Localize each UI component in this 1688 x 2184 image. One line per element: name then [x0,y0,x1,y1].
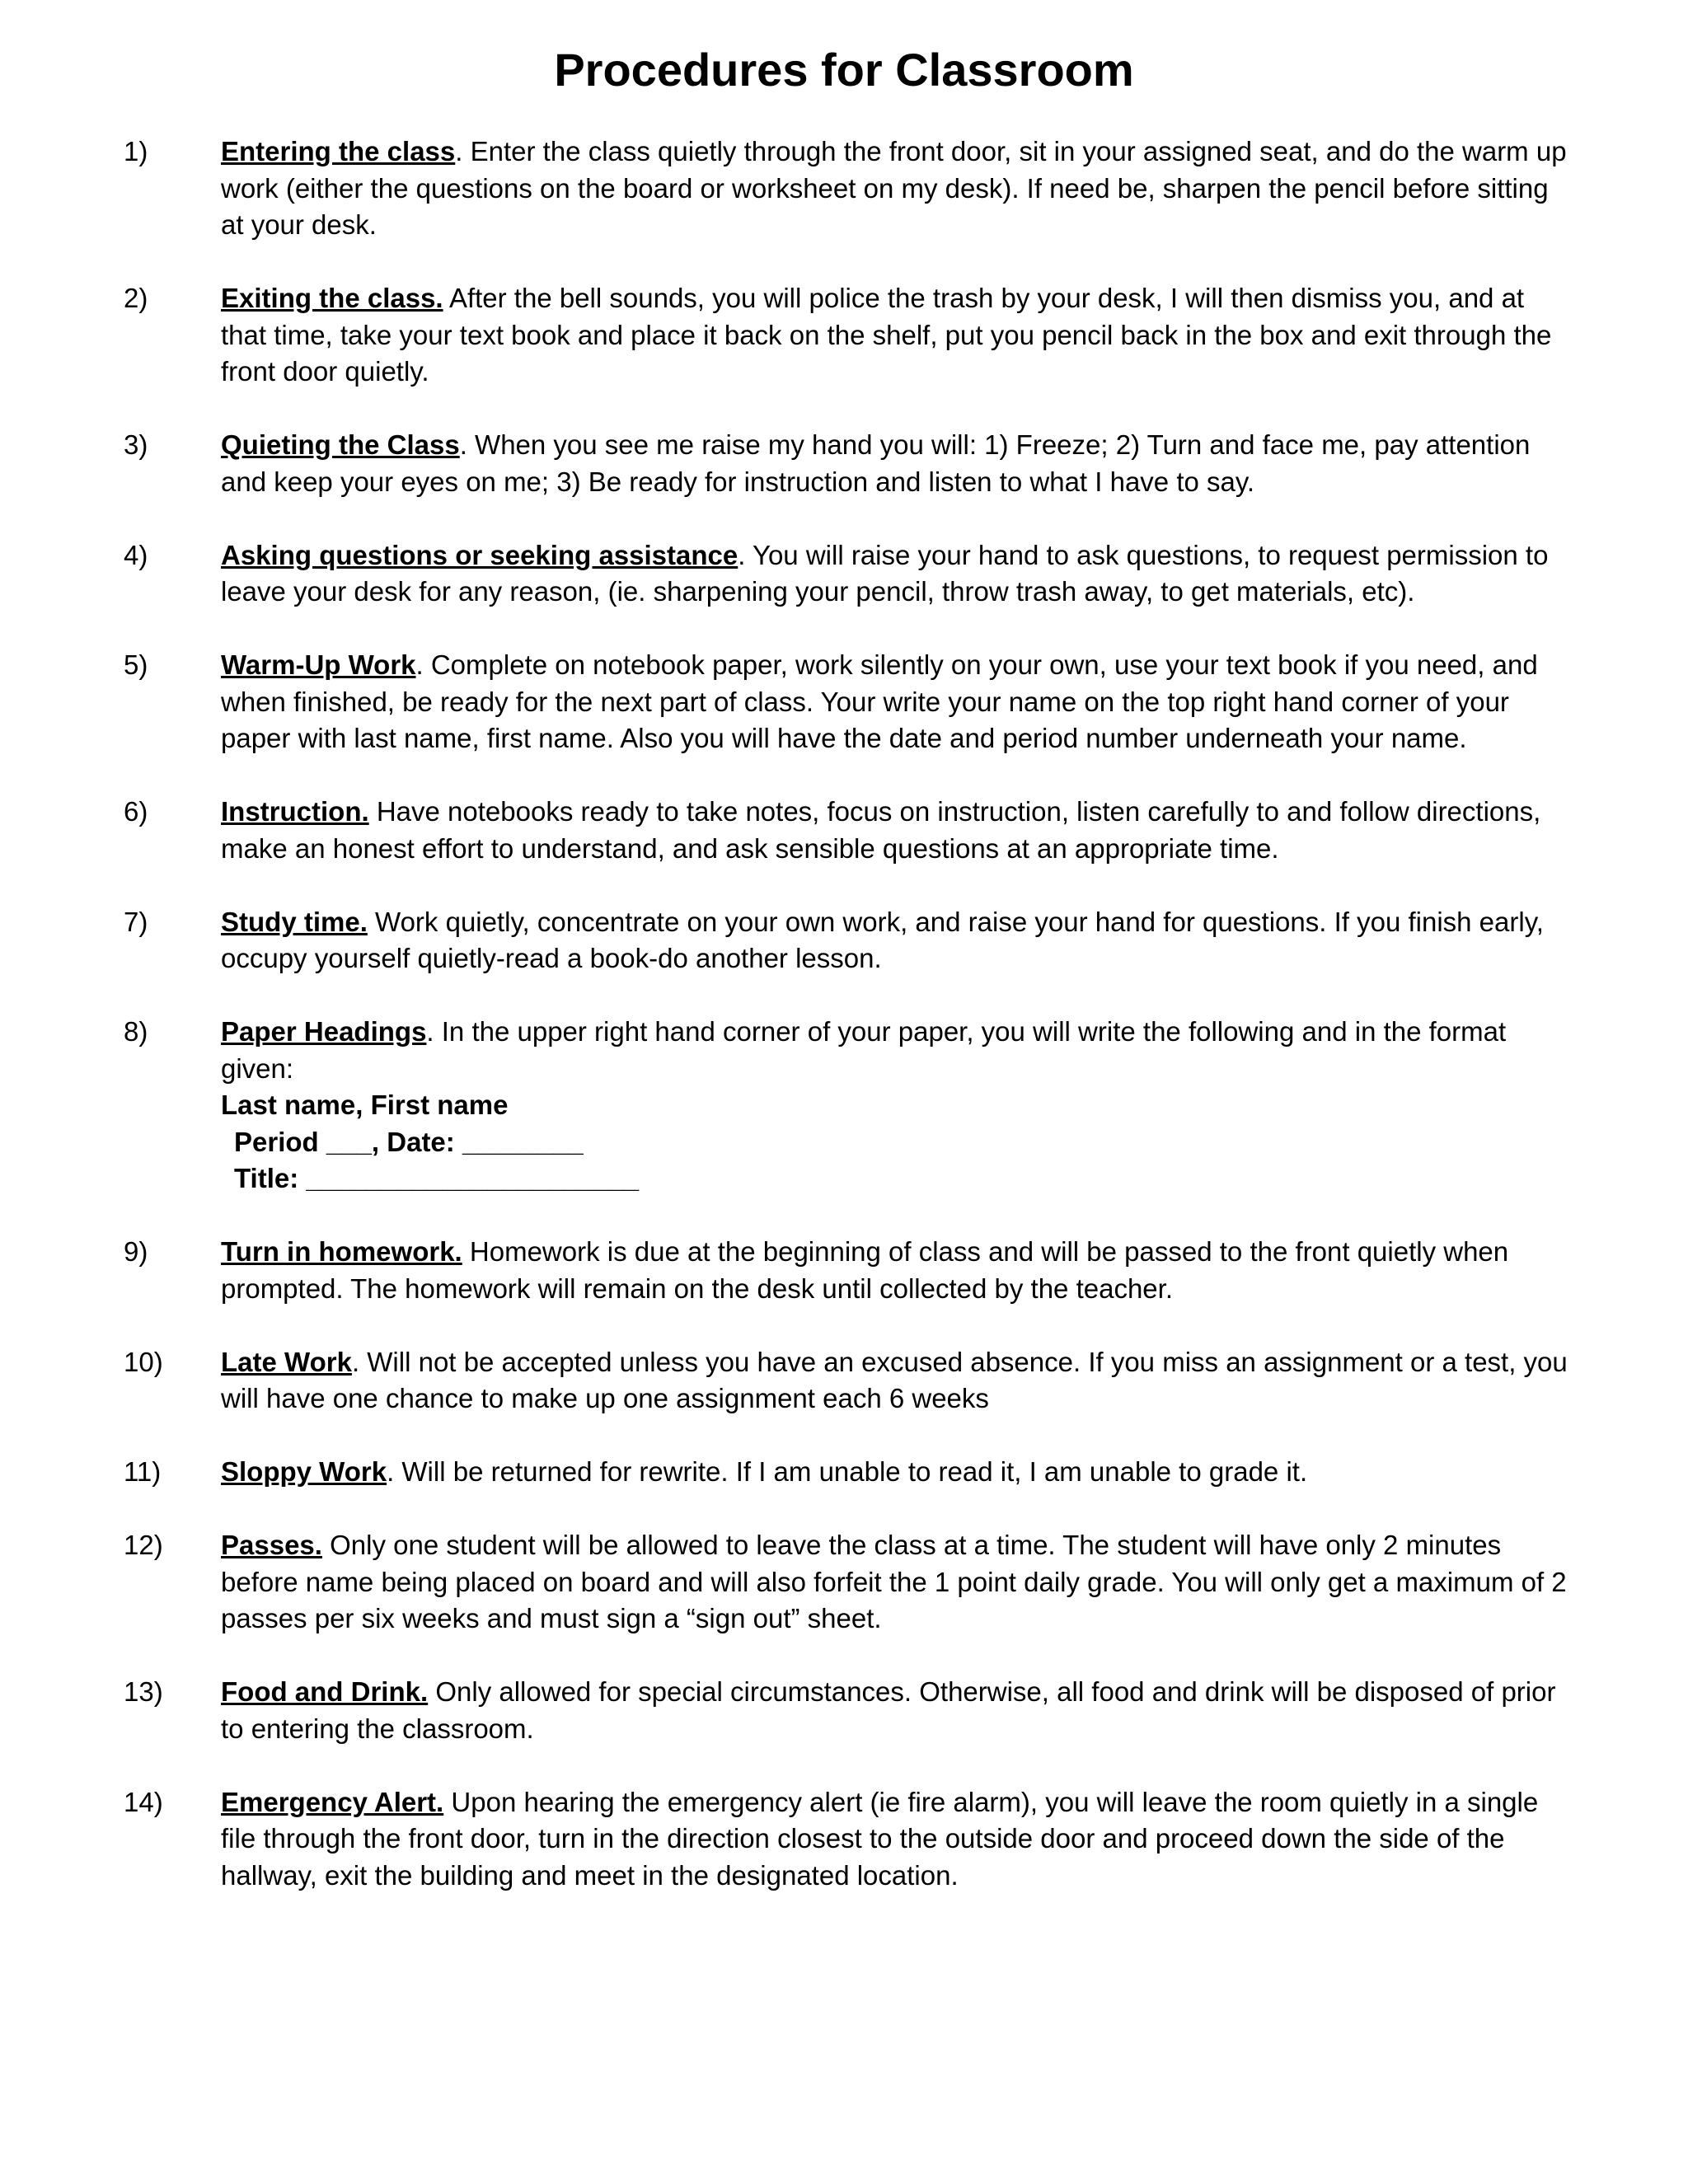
item-heading: Entering the class [221,136,456,166]
list-item [0,1454,1688,1491]
item-number: 4) [124,539,148,570]
item-heading: Emergency Alert. [221,1786,444,1817]
item-text: . Complete on notebook paper, work silently on your own, use your text book if you need, and when finished, be ready for the next part of class. Your write your name on the top right hand corner of your paper with last name, first name. Also you will have the date and period number underneath your name. [221,649,1538,753]
item-text: Only one student will be allowed to leave the class at a time. The student will have only 2 minutes before name being placed on board and will also forfeit the 1 point daily grade. You will only get a maximum of 2 passes per six weeks and must sign a “sign out” sheet. [221,1530,1567,1633]
list-item [0,134,1688,244]
item-text: . Will not be accepted unless you have an excused absence. If you miss an assignment or a test, you will have one chance to make up one assignment each 6 weeks [221,1346,1568,1413]
item-text: After the bell sounds, you will police the trash by your desk, I will then dismiss you, and at that time, take your text book and place it back on the shelf, put you pencil back in the box and exit through the front door quietly. [221,283,1552,387]
item-heading: Study time. [221,906,368,937]
item-content [221,537,1573,611]
item-content [221,1527,1573,1638]
item-content [221,1344,1573,1418]
item-heading: Asking questions or seeking assistance [221,539,738,570]
format-line-period-date: Period ___, Date: ________ [234,1126,584,1157]
item-content [221,134,1573,244]
item-content [221,427,1573,500]
item-heading: Late Work [221,1346,352,1377]
item-number: 10) [124,1346,163,1377]
item-number: 6) [124,796,148,827]
list-item [0,1344,1688,1418]
item-text: . Enter the class quietly through the front door, sit in your assigned seat, and do the warm up work (either the questions on the board or worksheet on my desk). If need be, sharpen the pencil before sitting at your desk. [221,136,1567,240]
item-text: . You will raise your hand to ask questions, to request permission to leave your desk for any reason, (ie. sharpening your pencil, throw trash away, to get materials, etc). [221,539,1549,607]
list-item [0,1674,1688,1747]
item-number: 7) [124,906,148,937]
item-heading: Passes. [221,1530,322,1560]
item-content [221,1784,1573,1895]
item-content [221,1454,1573,1491]
item-number: 1) [124,136,148,166]
list-item [0,1527,1688,1638]
format-line-name: Last name, First name [221,1090,509,1120]
item-content [221,280,1573,391]
procedure-list [0,134,1688,1931]
item-content [221,794,1573,867]
item-text: Only allowed for special circumstances. Otherwise, all food and drink will be disposed of prior to entering the classroom. [221,1676,1556,1744]
item-text: . When you see me raise my hand you will: 1) Freeze; 2) Turn and face me, pay attention and keep your eyes on me; 3) Be ready for instruction and listen to what I have to say. [221,429,1531,497]
item-number: 12) [124,1530,163,1560]
item-content [221,647,1573,757]
format-line-title: Title: ______________________ [234,1163,640,1193]
list-item [0,1784,1688,1895]
page-title: Procedures for Classroom [554,44,1134,96]
item-heading: Food and Drink. [221,1676,429,1707]
item-text: Homework is due at the beginning of class and will be passed to the front quietly when prompted. The homework will remain on the desk until collected by the teacher. [221,1236,1509,1304]
item-heading: Turn in homework. [221,1236,462,1267]
item-content [221,1674,1573,1747]
list-item [0,1234,1688,1307]
item-heading: Instruction. [221,796,369,827]
item-text: . In the upper right hand corner of your paper, you will write the following and in the format given: [221,1016,1507,1084]
item-text: Have notebooks ready to take notes, focus on instruction, listen carefully to and follow directions, make an honest effort to understand, and ask sensible questions at an appropriate time. [221,796,1541,864]
item-text: . Will be returned for rewrite. If I am unable to read it, I am unable to grade it. [387,1456,1308,1487]
item-heading: Sloppy Work [221,1456,387,1487]
item-number: 3) [124,429,148,460]
item-number: 11) [124,1456,162,1487]
item-number: 2) [124,283,148,313]
item-content [221,1234,1573,1307]
list-item [0,904,1688,977]
item-heading: Paper Headings [221,1016,427,1047]
list-item [0,537,1688,611]
item-content [221,1014,1573,1197]
item-content [221,904,1573,977]
list-item [0,647,1688,757]
item-number: 5) [124,649,148,680]
item-heading: Warm-Up Work [221,649,416,680]
list-item [0,794,1688,867]
list-item [0,280,1688,391]
item-number: 8) [124,1016,148,1047]
item-heading: Quieting the Class [221,429,460,460]
item-number: 13) [124,1676,163,1707]
item-number: 14) [124,1786,163,1817]
item-heading: Exiting the class. [221,283,443,313]
item-text: Upon hearing the emergency alert (ie fire alarm), you will leave the room quietly in a single file through the front door, turn in the direction closest to the outside door and proceed down the side of the hallway, exit the building and meet in the designated location. [221,1786,1539,1891]
item-text: Work quietly, concentrate on your own work, and raise your hand for questions. If you finish early, occupy yourself quietly-read a book-do another lesson. [221,906,1544,973]
list-item [0,1014,1688,1197]
item-number: 9) [124,1236,148,1267]
list-item [0,427,1688,500]
paper-heading-format [221,1087,1573,1197]
